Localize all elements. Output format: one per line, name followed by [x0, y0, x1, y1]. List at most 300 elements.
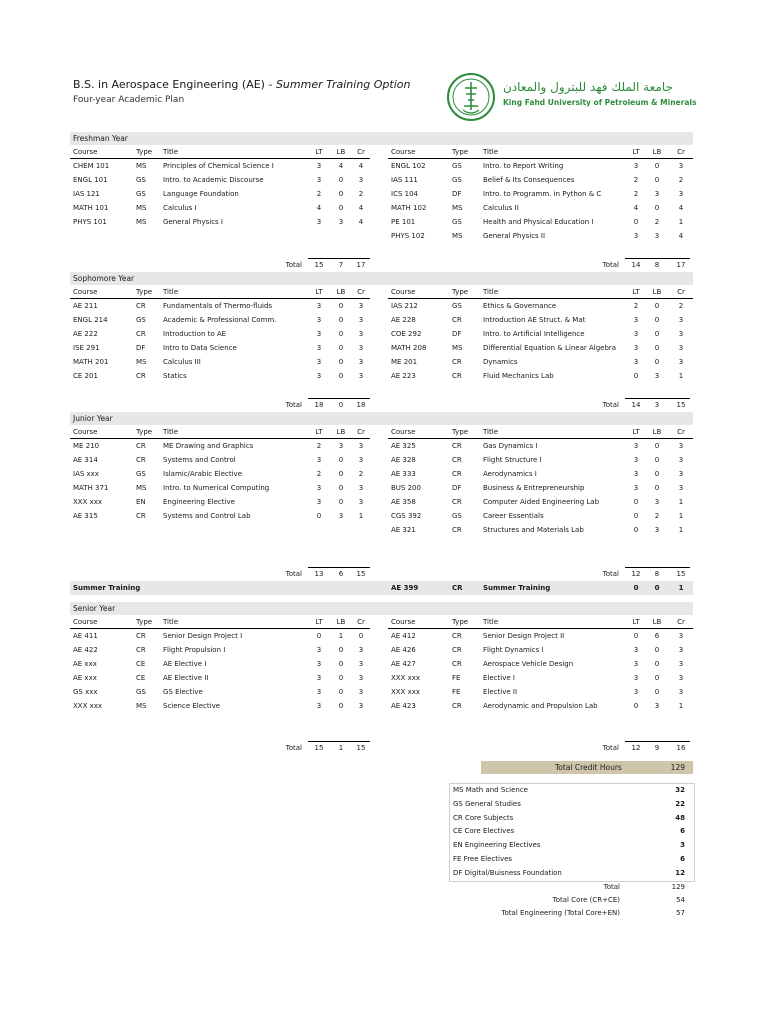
total-lb: 7 [338, 261, 344, 269]
course-lb: 0 [654, 176, 660, 184]
course-course: ICS 104 [391, 190, 418, 198]
course-course: ISE 291 [73, 344, 100, 352]
course-lb: 0 [654, 660, 660, 668]
course-lt: 0 [633, 526, 639, 534]
course-title: Flight Dynamics I [483, 646, 544, 654]
column-header-course: Course [391, 618, 416, 626]
course-lb: 0 [654, 302, 660, 310]
total-label: Total [602, 401, 619, 409]
course-cr: 0 [358, 632, 364, 640]
summary-category-credits: 3 [680, 841, 685, 850]
column-header-cr: Cr [357, 288, 365, 296]
course-lt: 0 [633, 512, 639, 520]
course-cr: 2 [678, 302, 684, 310]
course-title: Dynamics [483, 358, 518, 366]
column-header-title: Title [483, 428, 499, 436]
course-type: CR [452, 498, 462, 506]
course-lt: 2 [633, 190, 639, 198]
course-cr: 3 [678, 674, 684, 682]
course-lb: 3 [338, 442, 344, 450]
course-course: CGS 392 [391, 512, 422, 520]
summary-category-credits: 22 [675, 799, 685, 808]
course-lt: 3 [633, 456, 639, 464]
total-lt: 13 [314, 570, 324, 578]
course-lb: 3 [338, 218, 344, 226]
course-lb: 0 [654, 316, 660, 324]
course-lb: 0 [654, 162, 660, 170]
summary-category-credits: 6 [680, 855, 685, 863]
course-lb: 0 [654, 484, 660, 492]
course-lt: 0 [633, 702, 639, 710]
summer-course: AE 399 [391, 584, 419, 592]
course-course: XXX xxx [73, 498, 103, 506]
course-title: Gas Dynamics I [483, 442, 538, 450]
university-name-arabic: جامعة الملك فهد للبترول والمعادن [503, 80, 673, 94]
total-lt: 14 [631, 261, 641, 269]
course-lt: 0 [633, 632, 639, 640]
course-lt: 0 [316, 632, 322, 640]
course-lt: 2 [633, 302, 639, 310]
course-title: Statics [163, 372, 187, 380]
total-lb: 8 [654, 261, 660, 269]
course-type: GS [136, 190, 146, 198]
column-header-cr: Cr [357, 618, 365, 626]
course-title: Calculus II [483, 204, 519, 212]
total-label: Total [285, 744, 302, 752]
course-type: GS [136, 316, 146, 324]
column-header-lt: LT [315, 288, 323, 296]
course-title: Aerodynamics I [483, 470, 537, 478]
course-cr: 4 [678, 232, 684, 240]
column-header-type: Type [136, 618, 153, 626]
course-lt: 3 [633, 442, 639, 450]
course-lt: 3 [316, 162, 322, 170]
course-lt: 3 [633, 358, 639, 366]
course-course: AE 314 [73, 456, 98, 464]
total-rule [308, 741, 370, 742]
total-label: Total [285, 261, 302, 269]
total-rule [308, 258, 370, 259]
course-course: MATH 102 [391, 204, 427, 212]
course-lb: 0 [338, 176, 344, 184]
course-title: Calculus III [163, 358, 201, 366]
course-type: DF [452, 330, 462, 338]
course-course: AE 315 [73, 512, 98, 520]
course-course: COE 292 [391, 330, 422, 338]
course-lb: 0 [338, 372, 344, 380]
course-lt: 0 [633, 218, 639, 226]
course-lt: 3 [633, 344, 639, 352]
course-course: MATH 201 [73, 358, 109, 366]
column-header-cr: Cr [677, 618, 685, 626]
column-header-course: Course [391, 428, 416, 436]
column-header-type: Type [136, 428, 153, 436]
course-title: Principles of Chemical Science I [163, 162, 274, 170]
column-header-course: Course [73, 618, 98, 626]
course-title: Health and Physical Education I [483, 218, 594, 226]
course-title: Fluid Mechanics Lab [483, 372, 554, 380]
course-type: FE [452, 674, 461, 682]
total-rule [625, 258, 690, 259]
course-type: MS [136, 702, 147, 710]
column-header-course: Course [391, 148, 416, 156]
column-header-cr: Cr [677, 288, 685, 296]
year-heading: Junior Year [73, 414, 113, 423]
course-title: AE Elective II [163, 674, 209, 682]
course-cr: 3 [358, 316, 364, 324]
total-cr: 18 [356, 401, 366, 409]
course-type: MS [136, 358, 147, 366]
course-cr: 3 [678, 358, 684, 366]
course-cr: 3 [358, 660, 364, 668]
summary-category-credits: 48 [675, 813, 685, 822]
course-title: Differential Equation & Linear Algebra [483, 344, 617, 352]
course-lb: 2 [654, 512, 660, 520]
course-lt: 3 [633, 660, 639, 668]
course-title: Language Foundation [163, 190, 239, 198]
course-course: AE 223 [391, 372, 416, 380]
course-lb: 0 [338, 688, 344, 696]
total-credit-hours-value: 129 [670, 763, 685, 772]
course-lb: 3 [654, 702, 660, 710]
course-lb: 0 [654, 674, 660, 682]
course-cr: 3 [678, 688, 684, 696]
course-type: MS [136, 162, 147, 170]
course-type: CR [452, 372, 462, 380]
course-title: Systems and Control Lab [163, 512, 251, 520]
total-label: Total [285, 401, 302, 409]
course-course: AE 321 [391, 526, 416, 534]
course-cr: 1 [678, 372, 684, 380]
course-lt: 3 [633, 316, 639, 324]
course-cr: 4 [678, 204, 684, 212]
year-heading: Freshman Year [73, 134, 128, 143]
course-type: CR [452, 702, 462, 710]
total-lt: 14 [631, 401, 641, 409]
course-lb: 0 [338, 330, 344, 338]
course-type: CR [452, 456, 462, 464]
total-rule [625, 741, 690, 742]
total-lb: 0 [338, 401, 344, 409]
course-lt: 0 [316, 512, 322, 520]
course-course: PHYS 101 [73, 218, 107, 226]
course-lb: 0 [654, 646, 660, 654]
course-lt: 3 [633, 232, 639, 240]
course-cr: 3 [358, 176, 364, 184]
year-band [70, 412, 693, 425]
course-course: IAS 121 [73, 190, 100, 198]
course-cr: 3 [678, 646, 684, 654]
course-type: CR [136, 302, 146, 310]
course-lb: 0 [654, 344, 660, 352]
course-lt: 3 [316, 660, 322, 668]
course-lb: 0 [654, 470, 660, 478]
course-type: CE [136, 674, 146, 682]
course-lt: 2 [316, 470, 322, 478]
total-lb: 6 [338, 570, 344, 578]
course-lb: 0 [654, 330, 660, 338]
course-type: DF [136, 344, 146, 352]
course-course: MATH 101 [73, 204, 109, 212]
course-cr: 3 [358, 688, 364, 696]
course-type: CR [452, 660, 462, 668]
column-header-cr: Cr [357, 148, 365, 156]
course-type: CR [136, 372, 146, 380]
course-course: AE 423 [391, 702, 416, 710]
course-title: Intro. to Academic Discourse [163, 176, 264, 184]
course-lb: 0 [338, 646, 344, 654]
course-title: Fundamentals of Thermo-fluids [163, 302, 273, 310]
course-type: GS [136, 688, 146, 696]
course-lb: 0 [338, 702, 344, 710]
summary-category: DF Digital/Buisness Foundation [453, 868, 562, 877]
course-lb: 0 [338, 358, 344, 366]
header-rule [388, 438, 693, 439]
course-title: Intro. to Report Writing [483, 162, 564, 170]
course-title: Science Elective [163, 702, 221, 710]
course-lt: 3 [316, 316, 322, 324]
course-title: Intro. to Numerical Computing [163, 484, 270, 492]
total-label: Total [602, 570, 619, 578]
course-lt: 4 [316, 204, 322, 212]
course-lb: 0 [338, 674, 344, 682]
course-cr: 2 [358, 470, 364, 478]
course-title: Flight Structure I [483, 456, 542, 464]
summary-category: CR Core Subjects [453, 813, 514, 822]
total-lb: 1 [338, 744, 344, 752]
page-title: B.S. in Aerospace Engineering (AE) - Summer Training Option [73, 78, 411, 91]
column-header-course: Course [73, 428, 98, 436]
column-header-title: Title [163, 288, 179, 296]
course-title: ME Drawing and Graphics [163, 442, 254, 450]
column-header-lb: LB [336, 148, 346, 156]
course-lb: 4 [338, 162, 344, 170]
course-course: AE 222 [73, 330, 98, 338]
column-header-cr: Cr [357, 428, 365, 436]
course-title: Intro to Data Science [163, 344, 237, 352]
course-course: AE 427 [391, 660, 416, 668]
column-header-course: Course [73, 288, 98, 296]
course-type: GS [452, 162, 462, 170]
course-lt: 3 [316, 344, 322, 352]
summary-category-credits: 6 [680, 827, 685, 836]
year-heading: Sophomore Year [73, 274, 135, 283]
column-header-lt: LT [632, 148, 640, 156]
course-cr: 3 [358, 702, 364, 710]
total-lt: 15 [314, 744, 324, 752]
course-title: Elective I [483, 674, 515, 682]
page-subtitle: Four-year Academic Plan [73, 95, 185, 105]
course-title: Systems and Control [163, 456, 236, 464]
summary-category: CE Core Electives [453, 827, 515, 836]
course-cr: 3 [358, 456, 364, 464]
course-type: GS [452, 218, 462, 226]
column-header-type: Type [136, 288, 153, 296]
course-lt: 0 [633, 372, 639, 380]
course-type: CR [452, 442, 462, 450]
course-course: AE 426 [391, 646, 416, 654]
course-lt: 3 [316, 702, 322, 710]
course-course: AE 328 [391, 456, 416, 464]
total-cr: 16 [676, 744, 686, 752]
kfupm-seal-icon [446, 72, 496, 122]
column-header-lb: LB [336, 618, 346, 626]
course-lt: 3 [633, 330, 639, 338]
course-type: CR [452, 632, 462, 640]
total-lt: 15 [314, 261, 324, 269]
course-lb: 0 [338, 660, 344, 668]
column-header-lt: LT [315, 618, 323, 626]
course-course: CE 201 [73, 372, 98, 380]
course-lt: 2 [316, 190, 322, 198]
course-type: CE [136, 660, 146, 668]
total-lt: 18 [314, 401, 324, 409]
course-type: CR [136, 512, 146, 520]
total-lb: 8 [654, 570, 660, 578]
course-cr: 3 [678, 344, 684, 352]
course-type: MS [136, 218, 147, 226]
summer-cr: 1 [678, 584, 684, 592]
course-title: General Physics I [163, 218, 223, 226]
course-lb: 0 [338, 484, 344, 492]
course-course: AE 422 [73, 646, 98, 654]
course-type: DF [452, 484, 462, 492]
course-cr: 3 [358, 498, 364, 506]
course-cr: 3 [358, 372, 364, 380]
course-type: EN [136, 498, 146, 506]
course-title: Career Essentials [483, 512, 544, 520]
total-cr: 17 [356, 261, 366, 269]
summer-lb: 0 [654, 584, 660, 592]
course-lb: 0 [654, 688, 660, 696]
column-header-cr: Cr [677, 428, 685, 436]
total-cr: 15 [356, 744, 366, 752]
header-rule [388, 158, 693, 159]
course-course: AE 325 [391, 442, 416, 450]
course-type: MS [136, 484, 147, 492]
course-cr: 3 [358, 344, 364, 352]
year-heading: Senior Year [73, 604, 116, 613]
column-header-type: Type [452, 428, 469, 436]
course-type: CR [136, 456, 146, 464]
course-type: GS [452, 176, 462, 184]
course-type: CR [452, 358, 462, 366]
course-lb: 0 [654, 358, 660, 366]
course-lb: 3 [338, 512, 344, 520]
course-lt: 4 [633, 204, 639, 212]
total-credit-hours-label: Total Credit Hours [555, 763, 622, 772]
course-lb: 3 [654, 232, 660, 240]
course-cr: 1 [678, 512, 684, 520]
course-cr: 1 [678, 702, 684, 710]
course-lb: 0 [654, 204, 660, 212]
course-course: ENGL 101 [73, 176, 108, 184]
course-cr: 1 [678, 498, 684, 506]
course-cr: 3 [358, 358, 364, 366]
summer-training-label: Summer Training [73, 584, 141, 592]
course-type: FE [452, 688, 461, 696]
course-title: Senior Design Project I [163, 632, 243, 640]
course-cr: 3 [678, 470, 684, 478]
course-type: MS [136, 204, 147, 212]
header-rule [70, 628, 370, 629]
course-type: CR [452, 470, 462, 478]
total-label: Total [602, 744, 619, 752]
column-header-lb: LB [336, 288, 346, 296]
course-lb: 0 [338, 316, 344, 324]
course-lb: 3 [654, 372, 660, 380]
column-header-lt: LT [632, 618, 640, 626]
course-type: MS [452, 344, 463, 352]
course-cr: 4 [358, 218, 364, 226]
course-lt: 3 [316, 646, 322, 654]
course-lb: 6 [654, 632, 660, 640]
course-type: CR [136, 646, 146, 654]
summary-category-credits: 12 [675, 868, 685, 877]
course-lt: 3 [316, 218, 322, 226]
course-course: PHYS 102 [391, 232, 425, 240]
course-cr: 3 [678, 316, 684, 324]
course-cr: 3 [678, 484, 684, 492]
course-lt: 3 [316, 302, 322, 310]
column-header-lt: LT [315, 428, 323, 436]
course-lt: 3 [316, 456, 322, 464]
course-title: Flight Propulsion I [163, 646, 226, 654]
course-course: IAS 212 [391, 302, 418, 310]
course-type: MS [452, 232, 463, 240]
summary-total-value: 54 [676, 896, 685, 904]
course-title: Senior Design Project II [483, 632, 565, 640]
total-rule [308, 567, 370, 568]
course-course: AE 228 [391, 316, 416, 324]
course-lb: 1 [338, 632, 344, 640]
course-type: CR [452, 316, 462, 324]
course-title: Engineering Elective [163, 498, 235, 506]
course-lb: 0 [338, 456, 344, 464]
course-lb: 0 [654, 442, 660, 450]
course-title: Computer Aided Engineering Lab [483, 498, 600, 506]
course-course: MATH 208 [391, 344, 427, 352]
course-type: CR [452, 526, 462, 534]
summary-category: FE Free Electives [453, 855, 513, 863]
course-lt: 3 [316, 330, 322, 338]
course-course: CHEM 101 [73, 162, 110, 170]
course-lt: 3 [633, 470, 639, 478]
course-type: GS [452, 512, 462, 520]
course-course: AE 333 [391, 470, 416, 478]
course-lt: 3 [316, 484, 322, 492]
course-course: AE 211 [73, 302, 98, 310]
course-cr: 1 [678, 218, 684, 226]
course-lt: 3 [316, 498, 322, 506]
column-header-lt: LT [632, 288, 640, 296]
course-cr: 1 [358, 512, 364, 520]
course-cr: 3 [678, 442, 684, 450]
course-type: GS [452, 302, 462, 310]
course-title: Intro. to Programm. in Python & C [483, 190, 602, 198]
course-lb: 0 [338, 498, 344, 506]
year-band [70, 272, 693, 285]
course-cr: 3 [358, 646, 364, 654]
course-cr: 4 [358, 162, 364, 170]
course-title: Calculus I [163, 204, 197, 212]
course-type: CR [136, 442, 146, 450]
course-lt: 3 [633, 674, 639, 682]
course-lb: 0 [338, 344, 344, 352]
course-title: Aerospace Vehicle Design [483, 660, 574, 668]
total-lt: 12 [631, 744, 641, 752]
course-lt: 2 [633, 176, 639, 184]
